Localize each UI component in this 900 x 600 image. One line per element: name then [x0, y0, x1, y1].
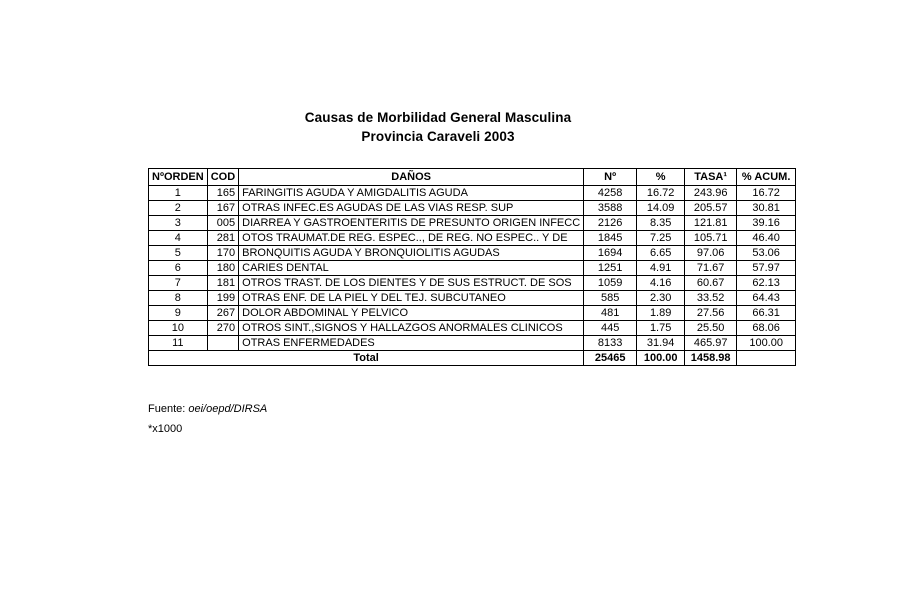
table-row [149, 306, 796, 321]
table-header-row [149, 169, 796, 186]
cell-numero: 1059 [584, 276, 637, 291]
cell-orden: 1 [149, 186, 208, 201]
table-row [149, 261, 796, 276]
cell-acumulado: 68.06 [737, 321, 796, 336]
table-row [149, 186, 796, 201]
cell-danos: OTRAS ENFERMEDADES [239, 336, 584, 351]
table-row [149, 201, 796, 216]
cell-orden: 11 [149, 336, 208, 351]
page-title [148, 108, 728, 146]
cell-numero: 1694 [584, 246, 637, 261]
column-header-acumulado: % ACUM. [737, 169, 796, 186]
cell-acumulado: 39.16 [737, 216, 796, 231]
cell-acumulado: 46.40 [737, 231, 796, 246]
table-row [149, 246, 796, 261]
cell-numero: 4258 [584, 186, 637, 201]
cell-numero: 445 [584, 321, 637, 336]
cell-danos: DIARREA Y GASTROENTERITIS DE PRESUNTO ORIGEN INFECC [239, 216, 584, 231]
cell-orden: 9 [149, 306, 208, 321]
cell-tasa: 243.96 [685, 186, 737, 201]
table-row [149, 291, 796, 306]
cell-tasa: 465.97 [685, 336, 737, 351]
cell-cod: 170 [207, 246, 238, 261]
cell-total-tasa: 1458.98 [685, 351, 737, 366]
cell-orden: 5 [149, 246, 208, 261]
cell-tasa: 121.81 [685, 216, 737, 231]
column-header-porcentaje: % [637, 169, 685, 186]
cell-tasa: 33.52 [685, 291, 737, 306]
title-line-2: Provincia Caraveli 2003 [361, 129, 515, 144]
cell-cod: 005 [207, 216, 238, 231]
cell-danos: OTROS SINT.,SIGNOS Y HALLAZGOS ANORMALES CLINICOS [239, 321, 584, 336]
footnote-source-value: oei/oepd/DIRSA [185, 403, 268, 415]
cell-danos: OTRAS ENF. DE LA PIEL Y DEL TEJ. SUBCUTANEO [239, 291, 584, 306]
column-header-orden: NºORDEN [149, 169, 208, 186]
cell-total-label: Total [149, 351, 584, 366]
morbidity-table [148, 168, 796, 366]
cell-numero: 585 [584, 291, 637, 306]
table-row [149, 231, 796, 246]
cell-porcentaje: 1.75 [637, 321, 685, 336]
cell-acumulado: 62.13 [737, 276, 796, 291]
cell-orden: 10 [149, 321, 208, 336]
cell-numero: 481 [584, 306, 637, 321]
cell-danos: BRONQUITIS AGUDA Y BRONQUIOLITIS AGUDAS [239, 246, 584, 261]
cell-porcentaje: 7.25 [637, 231, 685, 246]
cell-numero: 1251 [584, 261, 637, 276]
cell-porcentaje: 14.09 [637, 201, 685, 216]
cell-acumulado: 66.31 [737, 306, 796, 321]
table-row [149, 216, 796, 231]
cell-orden: 4 [149, 231, 208, 246]
cell-cod [207, 336, 238, 351]
column-header-cod: COD [207, 169, 238, 186]
cell-danos: DOLOR ABDOMINAL Y PELVICO [239, 306, 584, 321]
cell-porcentaje: 2.30 [637, 291, 685, 306]
cell-tasa: 105.71 [685, 231, 737, 246]
table-row [149, 321, 796, 336]
cell-porcentaje: 8.35 [637, 216, 685, 231]
cell-orden: 8 [149, 291, 208, 306]
cell-total-porcentaje: 100.00 [637, 351, 685, 366]
cell-cod: 281 [207, 231, 238, 246]
cell-acumulado: 16.72 [737, 186, 796, 201]
table-row [149, 276, 796, 291]
cell-porcentaje: 4.16 [637, 276, 685, 291]
cell-tasa: 27.56 [685, 306, 737, 321]
column-header-tasa: TASA¹ [685, 169, 737, 186]
cell-cod: 199 [207, 291, 238, 306]
cell-total-numero: 25465 [584, 351, 637, 366]
cell-orden: 2 [149, 201, 208, 216]
cell-cod: 181 [207, 276, 238, 291]
cell-cod: 267 [207, 306, 238, 321]
cell-cod: 165 [207, 186, 238, 201]
title-line-1: Causas de Morbilidad General Masculina [304, 110, 572, 125]
table-total-row [149, 351, 796, 366]
cell-orden: 7 [149, 276, 208, 291]
cell-tasa: 97.06 [685, 246, 737, 261]
cell-orden: 3 [149, 216, 208, 231]
cell-porcentaje: 6.65 [637, 246, 685, 261]
footnote-note: *x1000 [148, 423, 183, 435]
cell-danos: CARIES DENTAL [239, 261, 584, 276]
footnotes [148, 399, 267, 439]
cell-acumulado: 100.00 [737, 336, 796, 351]
cell-numero: 3588 [584, 201, 637, 216]
cell-numero: 1845 [584, 231, 637, 246]
column-header-danos: DAÑOS [239, 169, 584, 186]
cell-tasa: 71.67 [685, 261, 737, 276]
table-row [149, 336, 796, 351]
cell-danos: OTOS TRAUMAT.DE REG. ESPEC.., DE REG. NO ESPEC.. Y DE [239, 231, 584, 246]
cell-total-acumulado [737, 351, 796, 366]
footnote-source-label: Fuente: [148, 403, 186, 415]
cell-acumulado: 53.06 [737, 246, 796, 261]
cell-porcentaje: 31.94 [637, 336, 685, 351]
cell-danos: OTROS TRAST. DE LOS DIENTES Y DE SUS ESTRUCT. DE SOS [239, 276, 584, 291]
cell-cod: 167 [207, 201, 238, 216]
cell-porcentaje: 16.72 [637, 186, 685, 201]
cell-danos: OTRAS INFEC.ES AGUDAS DE LAS VIAS RESP. SUP [239, 201, 584, 216]
cell-acumulado: 57.97 [737, 261, 796, 276]
column-header-numero: Nº [584, 169, 637, 186]
cell-porcentaje: 4.91 [637, 261, 685, 276]
cell-tasa: 205.57 [685, 201, 737, 216]
cell-acumulado: 64.43 [737, 291, 796, 306]
cell-porcentaje: 1.89 [637, 306, 685, 321]
footnote-source [148, 399, 267, 419]
cell-orden: 6 [149, 261, 208, 276]
cell-tasa: 25.50 [685, 321, 737, 336]
cell-acumulado: 30.81 [737, 201, 796, 216]
cell-numero: 8133 [584, 336, 637, 351]
cell-cod: 180 [207, 261, 238, 276]
cell-tasa: 60.67 [685, 276, 737, 291]
cell-cod: 270 [207, 321, 238, 336]
cell-danos: FARINGITIS AGUDA Y AMIGDALITIS AGUDA [239, 186, 584, 201]
cell-numero: 2126 [584, 216, 637, 231]
